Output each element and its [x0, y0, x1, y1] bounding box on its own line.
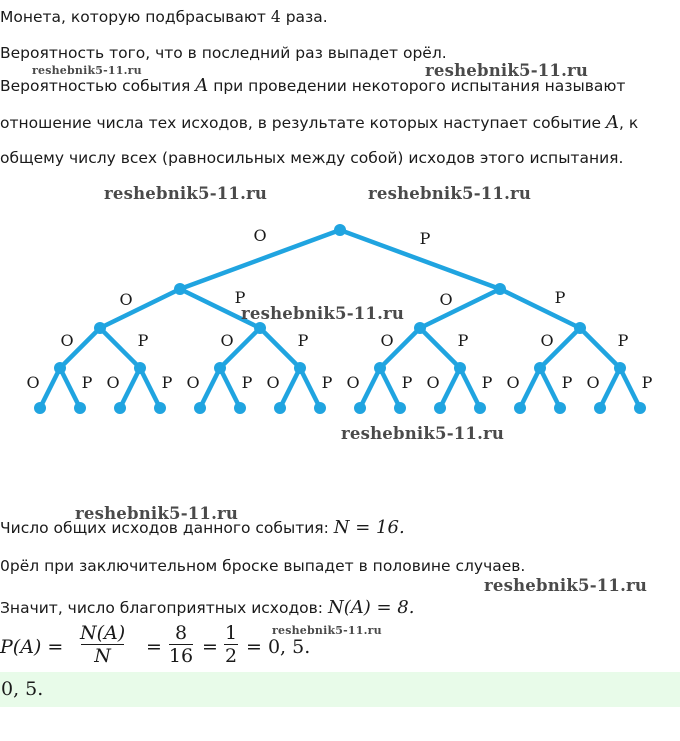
fraction-numerator: 1 [224, 622, 238, 644]
branch-label-tails: Р [81, 373, 93, 392]
fraction-numerator: 8 [174, 622, 188, 644]
equals-sign: = [146, 636, 162, 658]
branch-label-tails: Р [401, 373, 413, 392]
tree-node [634, 402, 646, 414]
tree-edge [360, 368, 380, 408]
watermark: reshebnik5-11.ru [368, 184, 532, 203]
fraction-denominator: N [94, 645, 111, 667]
branch-label-heads: О [26, 373, 40, 392]
tree-node [254, 322, 266, 334]
branch-label-heads: О [60, 331, 74, 350]
branch-label-tails: Р [297, 331, 309, 350]
tree-node [234, 402, 246, 414]
tree-node [594, 402, 606, 414]
branch-label-tails: Р [481, 373, 493, 392]
event-symbol: A [606, 112, 620, 133]
tree-edge [120, 368, 140, 408]
tree-edge [420, 328, 460, 368]
half-cases: 0рёл при заключительном броске выпадет в половине случаев. [0, 557, 526, 575]
branch-label-heads: О [186, 373, 200, 392]
total-outcomes-text: Число общих исходов данного события: [0, 519, 334, 537]
tree-node [294, 362, 306, 374]
branch-label-tails: Р [241, 373, 253, 392]
branch-label-heads: О [346, 373, 360, 392]
toss-count: 4 [270, 8, 281, 26]
tree-node [74, 402, 86, 414]
watermark: reshebnik5-11.ru [425, 61, 589, 80]
branch-label-tails: Р [321, 373, 333, 392]
tree-node [554, 402, 566, 414]
total-outcomes-math: N = 16. [333, 517, 405, 538]
branch-label-tails: Р [561, 373, 573, 392]
watermark: reshebnik5-11.ru [104, 184, 268, 203]
tree-node [354, 402, 366, 414]
definition-line-3: общему числу всех (равносильных между собой) исходов этого испытания. [0, 149, 624, 167]
tree-node [54, 362, 66, 374]
branch-label-tails: Р [161, 373, 173, 392]
tree-node [34, 402, 46, 414]
tree-edge [540, 368, 560, 408]
branch-label-heads: О [119, 290, 133, 309]
tree-edge [260, 328, 300, 368]
tree-node [314, 402, 326, 414]
tree-node [114, 402, 126, 414]
tree-edge [420, 289, 500, 328]
tree-edge [100, 328, 140, 368]
tree-edge [440, 368, 460, 408]
equals-sign: = [202, 636, 218, 658]
statement-text: Монета, которую подбрасывают [0, 8, 271, 26]
tree-node [494, 283, 506, 295]
tree-node [334, 224, 346, 236]
tree-edge [140, 368, 160, 408]
tree-node [454, 362, 466, 374]
tree-node [154, 402, 166, 414]
branch-label-heads: О [506, 373, 520, 392]
formula-result: = 0, 5. [246, 636, 311, 658]
statement-suffix: раза. [280, 8, 328, 26]
tree-edge [620, 368, 640, 408]
tree-edge [280, 368, 300, 408]
tree-node [194, 402, 206, 414]
watermark: reshebnik5-11.ru [484, 576, 648, 595]
fraction-denominator: 2 [224, 645, 238, 667]
favorable-text: Значит, число благоприятных исходов: [0, 599, 328, 617]
branch-label-heads: О [253, 226, 267, 245]
tree-node [474, 402, 486, 414]
tree-node [134, 362, 146, 374]
tree-edge [200, 368, 220, 408]
tree-node [274, 402, 286, 414]
branch-label-tails: Р [554, 288, 566, 307]
answer-value: 0, 5. [1, 678, 44, 700]
def-text-3: отношение числа тех исходов, в результате которых наступает событие [0, 114, 607, 132]
tree-edge [380, 368, 400, 408]
branch-label-heads: О [220, 331, 234, 350]
watermark: reshebnik5-11.ru [341, 424, 505, 443]
tree-node [414, 322, 426, 334]
question: Вероятность того, что в последний раз выпадет орёл. [0, 44, 447, 62]
branch-label-tails: Р [137, 331, 149, 350]
fraction-8-over-16 [168, 622, 194, 667]
tree-edge [600, 368, 620, 408]
tree-node [394, 402, 406, 414]
fraction-1-over-2 [223, 622, 239, 667]
branch-label-tails: Р [641, 373, 653, 392]
branch-label-tails: Р [617, 331, 629, 350]
definition-line-2 [0, 113, 638, 133]
tree-node [214, 362, 226, 374]
tree-node [374, 362, 386, 374]
def-text-2: при проведении некоторого испытания называют [208, 77, 626, 95]
branch-label-tails: Р [457, 331, 469, 350]
watermark: reshebnik5-11.ru [75, 504, 239, 523]
branch-label-heads: О [439, 290, 453, 309]
favorable-math: N(A) = 8. [327, 597, 415, 618]
branch-label-heads: О [106, 373, 120, 392]
branch-label-heads: О [266, 373, 280, 392]
tree-edge [300, 368, 320, 408]
tree-edge [500, 289, 580, 328]
def-text: Вероятностью события [0, 77, 196, 95]
watermark: reshebnik5-11.ru [32, 64, 142, 77]
def-text-4: , к [619, 114, 639, 132]
watermark: reshebnik5-11.ru [241, 304, 405, 323]
fraction-denominator: 16 [168, 645, 194, 667]
tree-edge [220, 368, 240, 408]
tree-node [94, 322, 106, 334]
tree-edge [60, 368, 80, 408]
tree-node [534, 362, 546, 374]
branch-label-heads: О [426, 373, 440, 392]
tree-edge [460, 368, 480, 408]
tree-node [514, 402, 526, 414]
fraction-numerator: N(A) [80, 622, 126, 644]
problem-statement [0, 7, 328, 27]
formula-lhs: P(A) = [0, 636, 64, 658]
branch-label-heads: О [540, 331, 554, 350]
branch-label-tails: Р [419, 229, 431, 248]
tree-edge [520, 368, 540, 408]
watermark: reshebnik5-11.ru [272, 624, 382, 637]
tree-node [574, 322, 586, 334]
tree-edge [580, 328, 620, 368]
tree-edge [100, 289, 180, 328]
tree-node [434, 402, 446, 414]
fraction-na-over-n [80, 622, 125, 667]
event-symbol: A [195, 75, 209, 96]
answer-box [0, 672, 680, 707]
branch-label-heads: О [380, 331, 394, 350]
tree-node [174, 283, 186, 295]
branch-label-tails: Р [234, 288, 246, 307]
branch-label-heads: О [586, 373, 600, 392]
tree-edge [40, 368, 60, 408]
favorable-outcomes [0, 598, 414, 618]
tree-node [614, 362, 626, 374]
